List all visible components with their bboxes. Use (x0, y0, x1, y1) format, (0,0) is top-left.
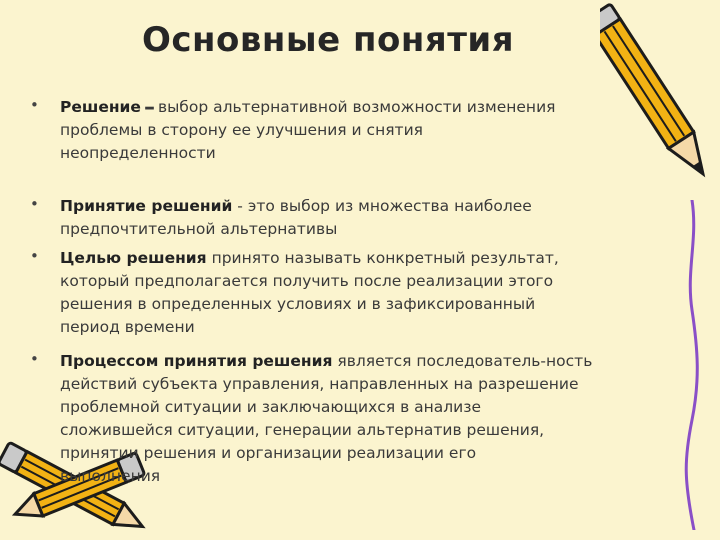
line: проблемы в сторону ее улучшения и снятия (60, 121, 423, 139)
line: выбор альтернативной возможности изменения (157, 98, 556, 116)
term-reshenie: Решение (60, 98, 141, 116)
bullet-dot: • (30, 350, 39, 368)
line: принятии решения и организации реализации его (60, 444, 477, 462)
bullet-3 (60, 247, 640, 339)
separator: - (232, 197, 248, 215)
line: сложившейся ситуации, генерации альтернатив решения, (60, 421, 545, 439)
line: является последователь-ность (337, 352, 593, 370)
term-protsessom-prinyatiya-resheniya: Процессом принятия решения (60, 352, 333, 370)
bullet-4 (60, 350, 640, 488)
term-tselyu-resheniya: Целью решения (60, 249, 207, 267)
separator: – (143, 95, 155, 120)
squiggle-decoration (678, 200, 708, 530)
slide-title: Основные понятия (142, 20, 515, 60)
bullet-dot: • (30, 96, 39, 114)
line: предпочтительной альтернативы (60, 220, 338, 238)
line: проблемной ситуации и заключающихся в анализе (60, 398, 482, 416)
bullet-dot: • (30, 195, 39, 213)
bullet-2 (60, 195, 640, 241)
line: действий субъекта управления, направленных на разрешение (60, 375, 579, 393)
line: период времени (60, 318, 195, 336)
bullet-1 (60, 96, 640, 165)
line: решения в определенных условиях и в зафиксированный (60, 295, 536, 313)
line: это выбор из множества наиболее (247, 197, 532, 215)
bullet-dot: • (30, 247, 39, 265)
line: выполнения (60, 467, 161, 485)
line: принято называть конкретный результат, (211, 249, 559, 267)
line: который предполагается получить после реализации этого (60, 272, 554, 290)
line: неопределенности (60, 144, 216, 162)
term-prinyatie-resheniy: Принятие решений (60, 197, 233, 215)
